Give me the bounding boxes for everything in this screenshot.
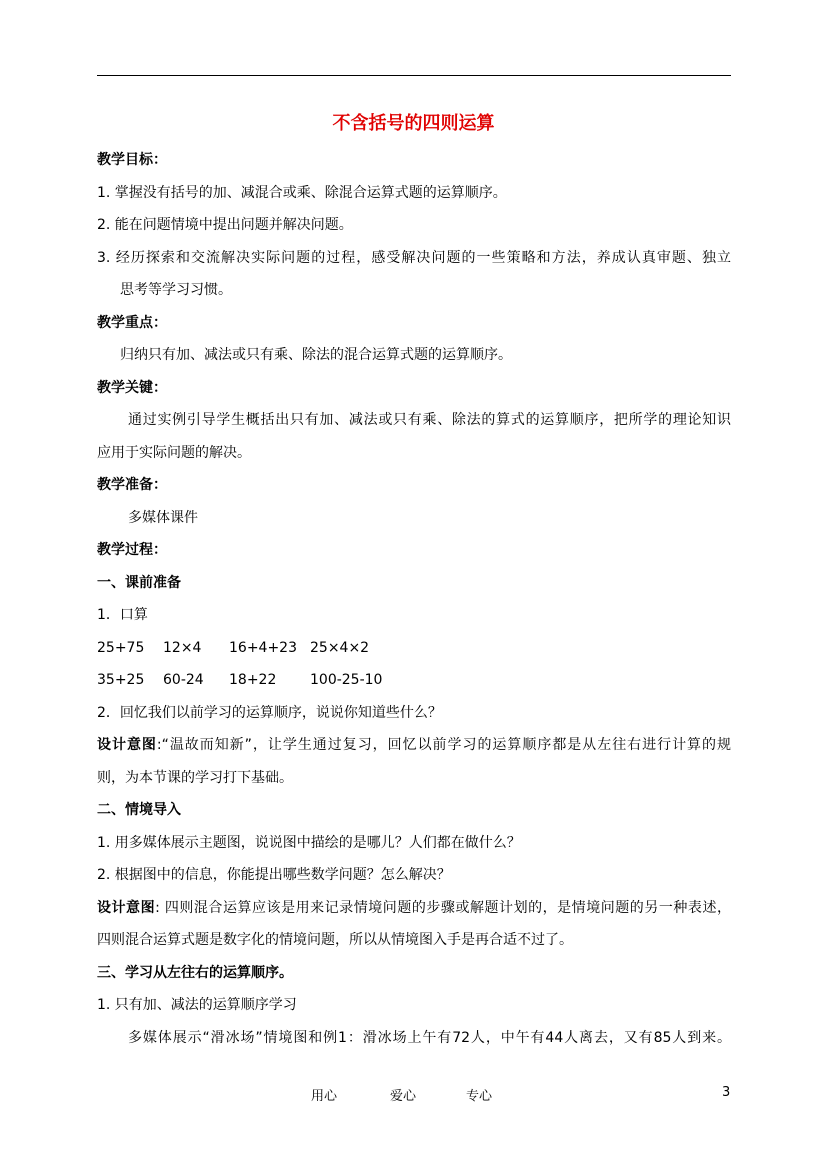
prep-heading: 教学准备： (97, 477, 167, 493)
mental-math-row-1 (97, 638, 369, 658)
goal-item-3: 3. 经历探索和交流解决实际问题的过程，感受解决问题的一些策略和方法，养成认真审题、独立 (97, 250, 731, 266)
key-text-line2: 应用于实际问题的解决。 (97, 445, 251, 461)
calc-expression: 25×4×2 (310, 640, 370, 656)
process-heading: 教学过程： (97, 542, 167, 558)
focus-text: 归纳只有加、减法或只有乘、除法的混合运算式题的运算顺序。 (120, 347, 512, 363)
section-3-example: 多媒体展示“滑冰场”情境图和例1：滑冰场上午有72人，中午有44人离去，又有85人到来。 (128, 1030, 731, 1046)
prep-text: 多媒体课件 (128, 510, 198, 526)
design-intent-label: 设计意图 (97, 737, 157, 753)
footer-left: 用心 (311, 1089, 338, 1104)
section-1-item-2: 2．回忆我们以前学习的运算顺序，说说你知道些什么？ (97, 705, 442, 721)
section-2-design-line2: 四则混合运算式题是数字化的情境问题，所以从情境图入手是再合适不过了。 (97, 932, 573, 948)
design-intent-text: : 四则混合运算应该是用来记录情境问题的步骤或解题计划的，是情境问题的另一种表述， (155, 900, 731, 916)
calc-expression: 100-25-10 (310, 672, 383, 688)
focus-heading: 教学重点： (97, 315, 167, 331)
goal-item-3-cont: 思考等学习习惯。 (120, 282, 232, 298)
goal-item-2: 2. 能在问题情境中提出问题并解决问题。 (97, 217, 353, 233)
header-rule (97, 75, 731, 76)
section-1-item-1: 1．口算 (97, 607, 148, 623)
section-3-heading: 三、学习从左往右的运算顺序。 (97, 965, 293, 981)
section-1-design-line2: 则，为本节课的学习打下基础。 (97, 770, 293, 786)
section-2-design-line1 (97, 898, 731, 918)
footer-middle: 爱心 (390, 1089, 417, 1104)
section-2-heading: 二、情境导入 (97, 802, 181, 818)
section-3-item-1: 1. 只有加、减法的运算顺序学习 (97, 997, 297, 1013)
calc-expression: 18+22 (229, 672, 277, 688)
page-number: 3 (722, 1085, 731, 1100)
page-footer (0, 1085, 827, 1105)
calc-expression: 16+4+23 (229, 640, 297, 656)
calc-expression: 35+25 (97, 672, 145, 688)
section-2-item-2: 2. 根据图中的信息，你能提出哪些数学问题？怎么解决？ (97, 867, 451, 883)
key-text-line1: 通过实例引导学生概括出只有加、减法或只有乘、除法的算式的运算顺序，把所学的理论知识 (128, 412, 731, 428)
design-intent-label: 设计意图 (97, 900, 156, 916)
goal-item-1: 1. 掌握没有括号的加、减混合或乘、除混合运算式题的运算顺序。 (97, 185, 507, 201)
key-heading: 教学关键： (97, 380, 167, 396)
section-1-heading: 一、课前准备 (97, 575, 181, 591)
page-title: 不含括号的四则运算 (332, 113, 495, 134)
mental-math-row-2 (97, 670, 382, 690)
design-intent-text: :“温故而知新”，让学生通过复习，回忆以前学习的运算顺序都是从左往右进行计算的规 (156, 737, 731, 753)
section-1-design-line1 (97, 735, 731, 755)
calc-expression: 25+75 (97, 640, 145, 656)
section-2-item-1: 1. 用多媒体展示主题图，说说图中描绘的是哪儿？人们都在做什么？ (97, 835, 521, 851)
calc-expression: 12×4 (163, 640, 202, 656)
calc-expression: 60-24 (163, 672, 204, 688)
footer-right: 专心 (466, 1089, 493, 1104)
goals-heading: 教学目标： (97, 152, 167, 168)
